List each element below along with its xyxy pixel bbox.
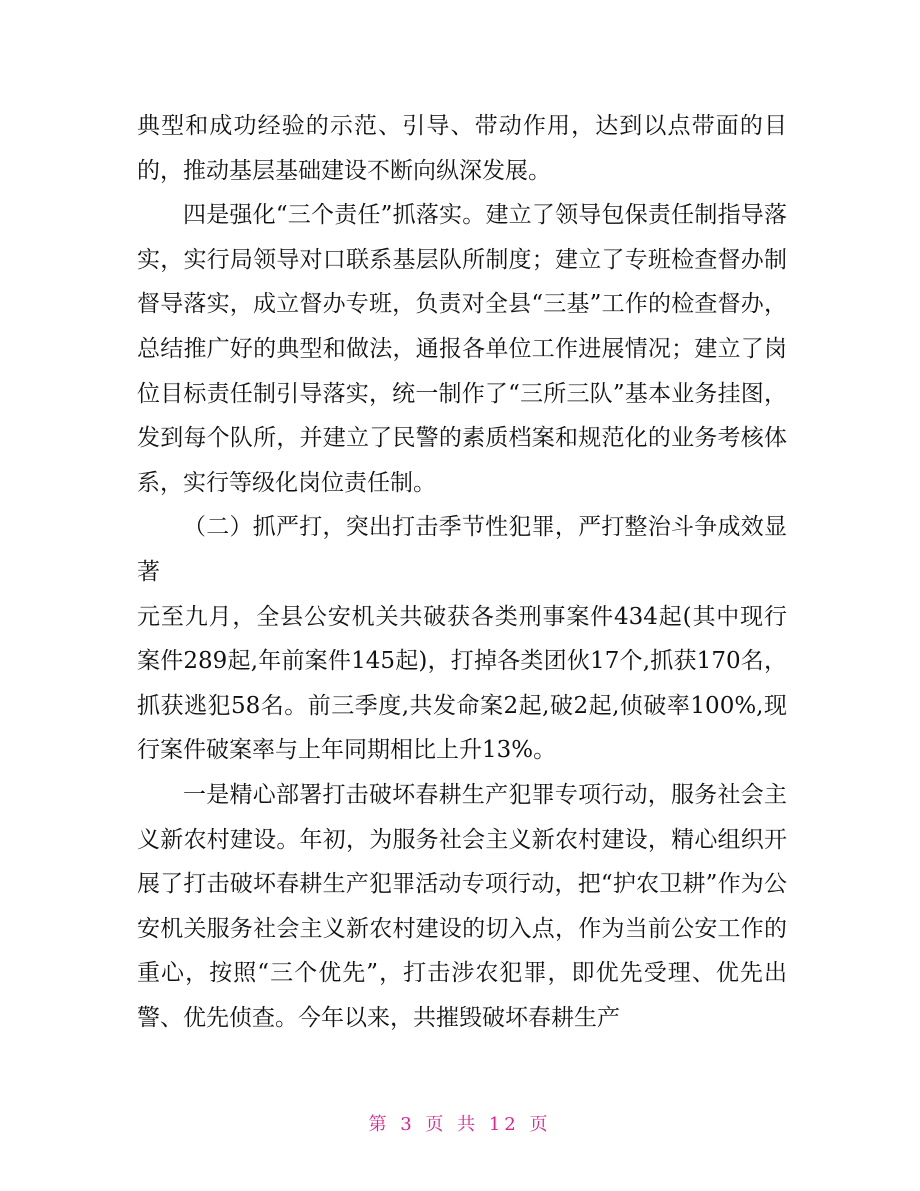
paragraph-3-heading: （二）抓严打，突出打击季节性犯罪，严打整治斗争成效显著 [137, 514, 787, 585]
paragraph-4: 元至九月，全县公安机关共破获各类刑事案件434起(其中现行案件289起,年前案件145起)，打掉各类团伙17个,抓获170名，抓获逃犯58名。前三季度,共发命案2起,破2起,侦破率100%,现行案件破案率与上年同期相比上升13%。 [137, 603, 787, 764]
paragraph-2: 四是强化“三个责任”抓落实。建立了领导包保责任制指导落实，实行局领导对口联系基层队所制度；建立了专班检查督办制督导落实，成立督办专班，负责对全县“三基”工作的检查督办，总结推广好的典型和做法，通报各单位工作进展情况；建立了岗位目标责任制引导落实，统一制作了“三所三队”基本业务挂图，发到每个队所，并建立了民警的素质档案和规范化的业务考核体系，实行等级化岗位责任制。 [137, 202, 787, 496]
page-number-footer: 第 3 页 共 12 页 [368, 1114, 552, 1135]
document-body [137, 104, 787, 1040]
paragraph-1: 典型和成功经验的示范、引导、带动作用，达到以点带面的目的，推动基层基础建设不断向纵深发展。 [137, 113, 787, 184]
paragraph-5: 一是精心部署打击破坏春耕生产犯罪专项行动，服务社会主义新农村建设。年初，为服务社会主义新农村建设，精心组织开展了打击破坏春耕生产犯罪活动专项行动，把“护农卫耕”作为公安机关服务社会主义新农村建设的切入点，作为当前公安工作的重心，按照“三个优先”，打击涉农犯罪，即优先受理、优先出警、优先侦查。今年以来，共摧毁破坏春耕生产 [137, 781, 787, 1031]
